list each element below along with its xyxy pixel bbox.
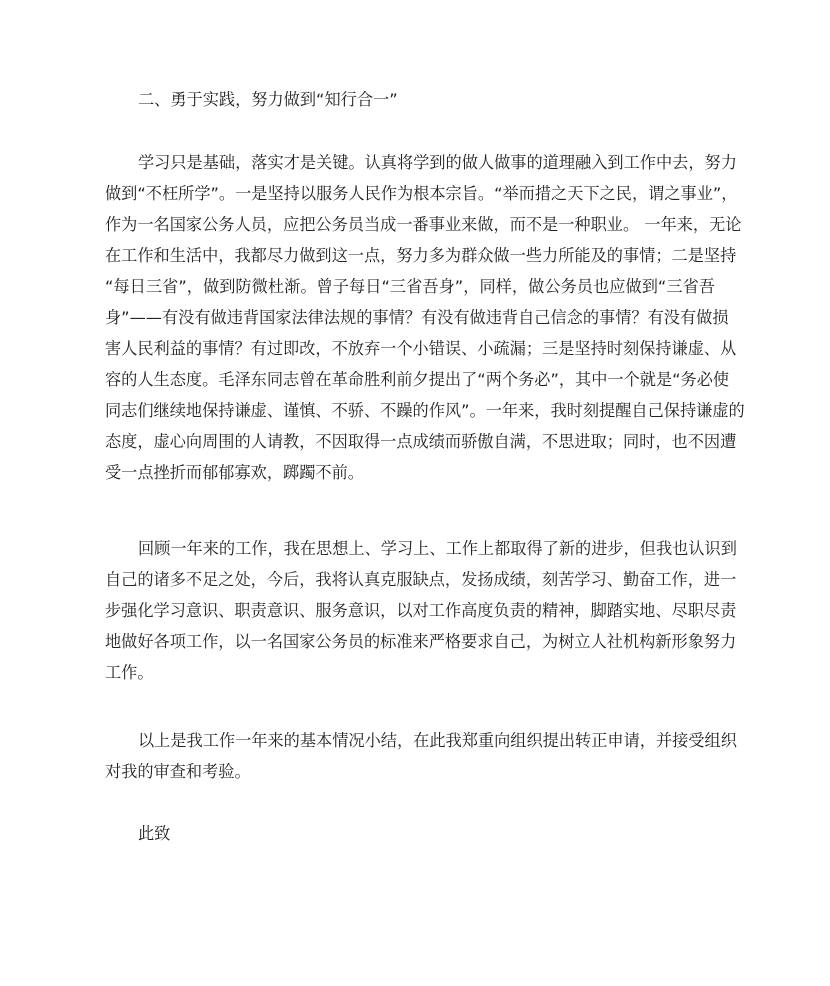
text-line: 容的人生态度。毛泽东同志曾在革命胜利前夕提出了“两个务必”，其中一个就是“务必使 [105, 370, 730, 389]
closing-text: 此致 [138, 824, 171, 843]
text-line: 害人民利益的事情？有过即改，不放弃一个小错误、小疏漏；三是坚持时刻保持谦虚、从 [105, 339, 737, 358]
closing [105, 818, 715, 849]
text-line: 步强化学习意识、职责意识、服务意识，以对工作高度负责的精神，脚踏实地、尽职尽责 [105, 601, 737, 620]
section-heading [105, 84, 715, 115]
paragraph-application [105, 725, 737, 787]
text-line: 学习只是基础，落实才是关键。认真将学到的做人做事的道理融入到工作中去，努力 [138, 153, 737, 172]
text-line: 以上是我工作一年来的基本情况小结，在此我郑重向组织提出转正申请，并接受组织 [138, 731, 737, 750]
text-line: 对我的审查和考验。 [105, 762, 251, 781]
paragraph-review [105, 533, 737, 688]
paragraph-practice [105, 147, 745, 488]
text-line: 工作。 [105, 663, 154, 682]
text-line: 受一点挫折而郁郁寡欢，踯躅不前。 [105, 463, 364, 482]
text-line: “每日三省”，做到防微杜渐。曾子每日“三省吾身”，同样，做公务员也应做到“三省吾 [105, 277, 715, 296]
text-line: 自己的诸多不足之处，今后，我将认真克服缺点，发扬成绩，刻苦学习、勤奋工作，进一 [105, 570, 737, 589]
text-line: 回顾一年来的工作，我在思想上、学习上、工作上都取得了新的进步，但我也认识到 [138, 539, 737, 558]
heading-text: 二、勇于实践，努力做到“知行合一” [138, 90, 398, 109]
text-line: 地做好各项工作，以一名国家公务员的标准来严格要求自己，为树立人社机构新形象努力 [105, 632, 737, 651]
text-line: 在工作和生活中，我都尽力做到这一点，努力多为群众做一些力所能及的事情；二是坚持 [105, 246, 737, 265]
text-line: 同志们继续地保持谦虚、谨慎、不骄、不躁的作风”。一年来，我时刻提醒自己保持谦虚的 [105, 401, 745, 420]
text-line: 身”——有没有做违背国家法律法规的事情？有没有做违背自己信念的事情？有没有做损 [105, 308, 729, 327]
text-line: 态度，虚心向周围的人请教，不因取得一点成绩而骄傲自满，不思进取；同时，也不因遭 [105, 432, 737, 451]
text-line: 作为一名国家公务人员，应把公务员当成一番事业来做，而不是一种职业。 一年来，无论 [105, 215, 742, 234]
text-line: 做到“不枉所学”。一是坚持以服务人民作为根本宗旨。“举而措之天下之民，谓之事业”， [105, 184, 738, 203]
